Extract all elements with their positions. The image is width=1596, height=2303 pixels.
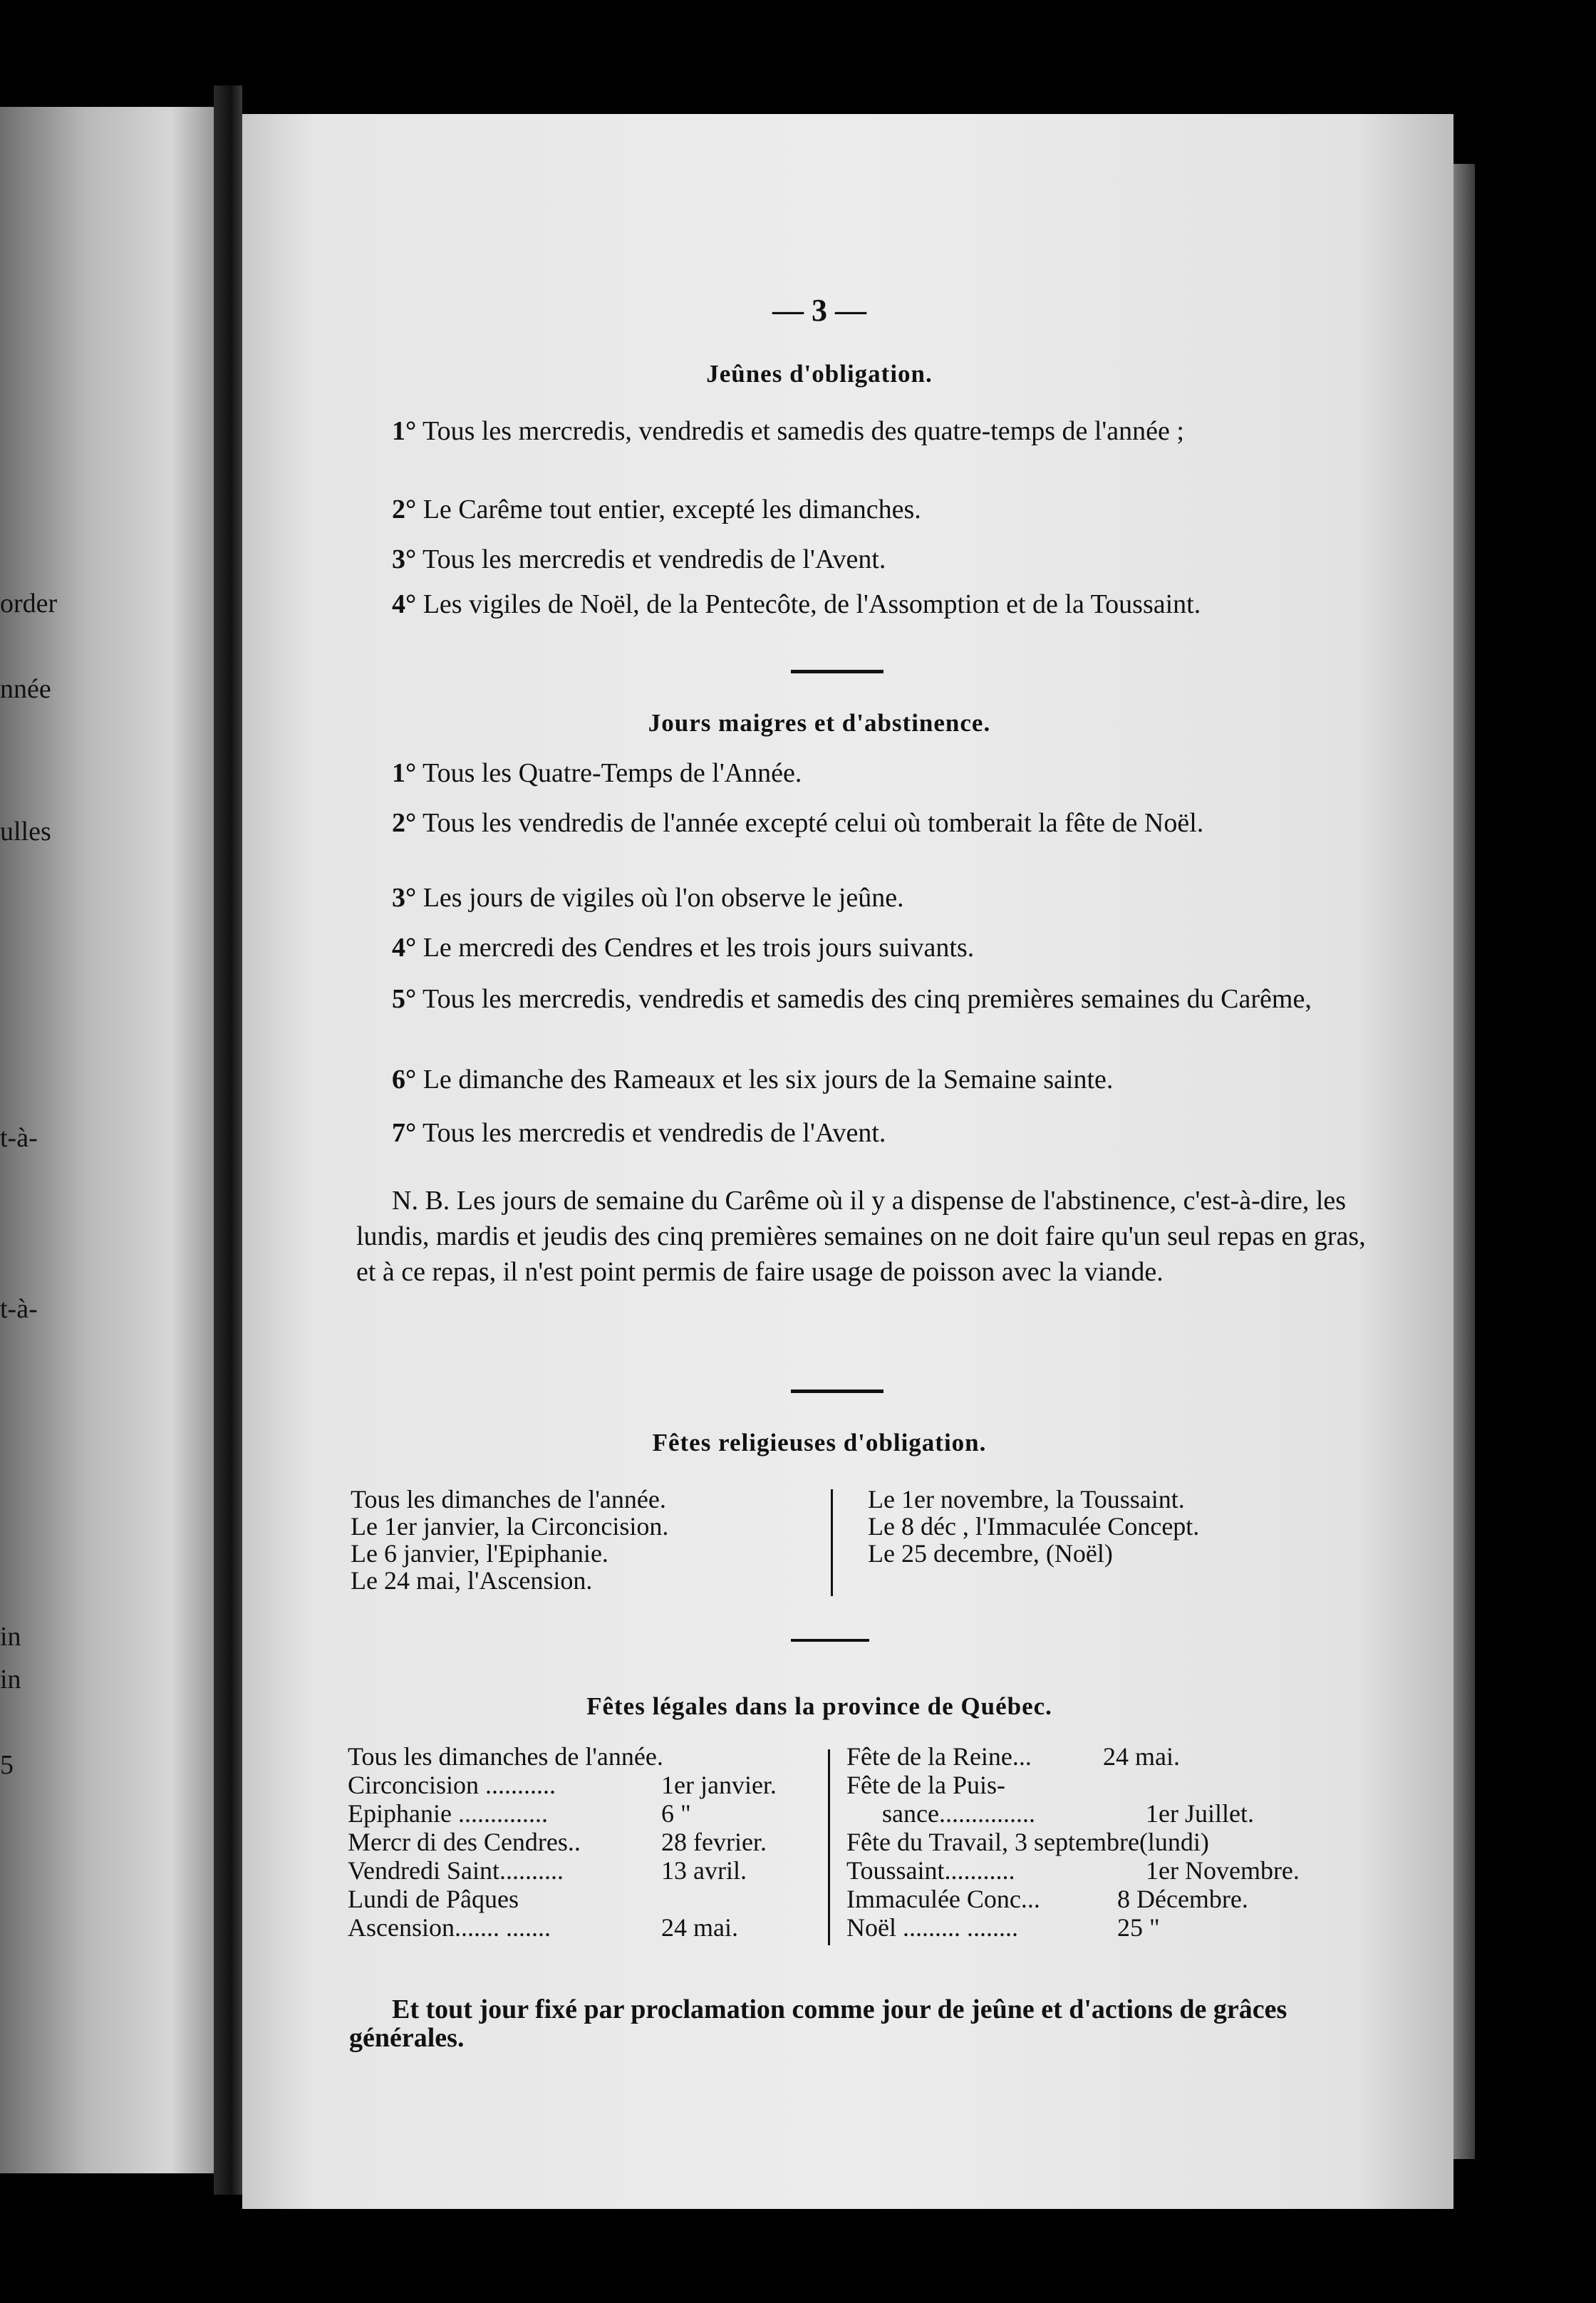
item-text: Tous les mercredis, vendredis et samedis des quatre-temps de l'année ;: [423, 416, 1184, 446]
item-text: Le Carême tout entier, excepté les dimanches.: [423, 495, 921, 524]
holiday-name: Ascension....... .......: [348, 1913, 551, 1942]
holiday-date: 25 ": [1117, 1913, 1160, 1942]
item-number: 4°: [392, 933, 417, 963]
holiday-entry: Le 1er janvier, la Circoncision.: [351, 1512, 669, 1541]
holiday-entry: Le 6 janvier, l'Epiphanie.: [351, 1539, 608, 1568]
holiday-row: [348, 1799, 818, 1828]
column-divider: [828, 1749, 830, 1945]
holiday-name: Immaculée Conc...: [846, 1885, 1040, 1913]
holiday-row: [348, 1913, 818, 1942]
list-item: [356, 590, 1368, 619]
holiday-row: [846, 1885, 1345, 1913]
holiday-date: 1er Juillet.: [1146, 1799, 1254, 1828]
legal-holidays-left: [348, 1742, 818, 1942]
item-number: 3°: [392, 544, 417, 574]
facing-page-edge: [0, 107, 214, 2173]
list-item: [356, 809, 1368, 837]
item-text: Tous les mercredis, vendredis et samedis des cinq premières semaines du Carême,: [423, 984, 1312, 1014]
left-fragment: ulles: [0, 817, 51, 847]
holiday-row: [348, 1771, 818, 1799]
holiday-entry: Le 24 mai, l'Ascension.: [351, 1566, 593, 1595]
holiday-row: [846, 1828, 1345, 1856]
holiday-row: [348, 1856, 818, 1885]
holiday-date: 28 fevrier.: [661, 1828, 767, 1856]
list-item: [392, 1065, 1596, 1094]
legal-holidays-right: [846, 1742, 1345, 1942]
section-divider: [791, 670, 884, 673]
holiday-row: [348, 1742, 818, 1771]
section-title-fetes-religieuses: Fêtes religieuses d'obligation.: [652, 1429, 987, 1456]
section-title-jours-maigres: Jours maigres et d'abstinence.: [648, 709, 991, 737]
section-title-jeunes: Jeûnes d'obligation.: [706, 360, 933, 388]
item-number: 2°: [392, 495, 417, 524]
item-text: Tous les mercredis et vendredis de l'Avent.: [423, 544, 886, 574]
holiday-name: Circoncision ...........: [348, 1771, 556, 1799]
book-gutter: [214, 86, 242, 2195]
nota-bene: N. B. Les jours de semaine du Carême où il y a dispense de l'abstinence, c'est-à-dire, les lundis, mardis et jeudis des cinq premières semaines on ne doit faire qu'un seul repas en gras, et à ce repas, il n'est point permis de faire usage de poisson avec la viande.: [356, 1186, 1366, 1287]
holiday-name: Mercr di des Cendres..: [348, 1828, 581, 1856]
left-fragment: in: [0, 1665, 21, 1694]
item-number: 1°: [392, 416, 417, 446]
list-item: [392, 759, 1596, 787]
holiday-name: Fête du Travail, 3 septembre(lundi): [846, 1828, 1209, 1856]
list-item: [392, 545, 1596, 574]
holiday-name: Toussaint...........: [846, 1856, 1015, 1885]
item-text: Tous les mercredis et vendredis de l'Avent.: [423, 1118, 886, 1148]
list-item: [356, 417, 1368, 445]
holiday-date: 8 Décembre.: [1117, 1885, 1248, 1913]
section-title-fetes-legales: Fêtes légales dans la province de Québec.: [586, 1692, 1052, 1720]
list-item: [392, 933, 1596, 962]
item-number: 1°: [392, 758, 417, 788]
section-divider: [791, 1639, 869, 1642]
item-number: 5°: [392, 984, 417, 1014]
left-fragment: in: [0, 1622, 21, 1652]
holiday-name: Fête de la Puis-: [846, 1771, 1005, 1799]
list-item: [392, 1119, 1596, 1147]
holiday-row: [846, 1742, 1345, 1771]
holiday-row: [846, 1913, 1345, 1942]
list-item: [356, 985, 1368, 1013]
left-fragment: nnée: [0, 674, 51, 704]
left-fragment: order: [0, 589, 58, 619]
page-number: — 3 —: [772, 293, 866, 328]
holiday-date: 24 mai.: [661, 1913, 738, 1942]
holiday-date: 1er janvier.: [661, 1771, 777, 1799]
item-number: 3°: [392, 883, 417, 913]
left-fragment: 5: [0, 1750, 14, 1780]
holiday-date: 24 mai.: [1103, 1742, 1180, 1771]
holiday-row: [846, 1771, 1345, 1799]
holiday-name: Vendredi Saint..........: [348, 1856, 564, 1885]
item-number: 4°: [392, 589, 417, 619]
item-text: Les vigiles de Noël, de la Pentecôte, de l'Assomption et de la Toussaint.: [423, 589, 1201, 619]
religious-holidays-left: [351, 1486, 668, 1594]
holiday-name: sance...............: [882, 1799, 1035, 1828]
left-fragment: t-à-: [0, 1123, 38, 1153]
item-text: Le dimanche des Rameaux et les six jours de la Semaine sainte.: [423, 1065, 1114, 1094]
column-divider: [831, 1489, 833, 1596]
holiday-entry: Le 8 déc , l'Immaculée Concept.: [868, 1512, 1200, 1541]
item-text: Tous les vendredis de l'année excepté celui où tomberait la fête de Noël.: [423, 808, 1204, 838]
item-text: Le mercredi des Cendres et les trois jours suivants.: [423, 933, 975, 963]
holiday-name: Lundi de Pâques: [348, 1885, 519, 1913]
holiday-date: 6 ": [661, 1799, 691, 1828]
holiday-name: Fête de la Reine...: [846, 1742, 1032, 1771]
closing-paragraph: Et tout jour fixé par proclamation comme jour de jeûne et d'actions de grâces générales.: [349, 1994, 1287, 2053]
item-text: Les jours de vigiles où l'on observe le jeûne.: [423, 883, 904, 913]
holiday-row: [348, 1885, 818, 1913]
holiday-row: [846, 1799, 1345, 1828]
holiday-entry: Tous les dimanches de l'année.: [351, 1485, 666, 1513]
holiday-entry: Le 25 decembre, (Noël): [868, 1539, 1113, 1568]
item-number: 7°: [392, 1118, 417, 1148]
holiday-date: 1er Novembre.: [1146, 1856, 1300, 1885]
item-number: 2°: [392, 808, 417, 838]
holiday-name: Epiphanie ..............: [348, 1799, 548, 1828]
holiday-date: 13 avril.: [661, 1856, 747, 1885]
document-page: [242, 114, 1454, 2209]
holiday-name: Noël ......... ........: [846, 1913, 1018, 1942]
holiday-row: [846, 1856, 1345, 1885]
list-item: [392, 884, 1596, 912]
holiday-name: Tous les dimanches de l'année.: [348, 1742, 663, 1771]
holiday-row: [348, 1828, 818, 1856]
list-item: [392, 495, 1596, 524]
item-text: Tous les Quatre-Temps de l'Année.: [423, 758, 802, 788]
item-number: 6°: [392, 1065, 417, 1094]
holiday-entry: Le 1er novembre, la Toussaint.: [868, 1485, 1185, 1513]
left-fragment: t-à-: [0, 1294, 38, 1324]
religious-holidays-right: [868, 1486, 1199, 1567]
section-divider: [791, 1389, 884, 1393]
page-edge-right: [1454, 164, 1475, 2159]
